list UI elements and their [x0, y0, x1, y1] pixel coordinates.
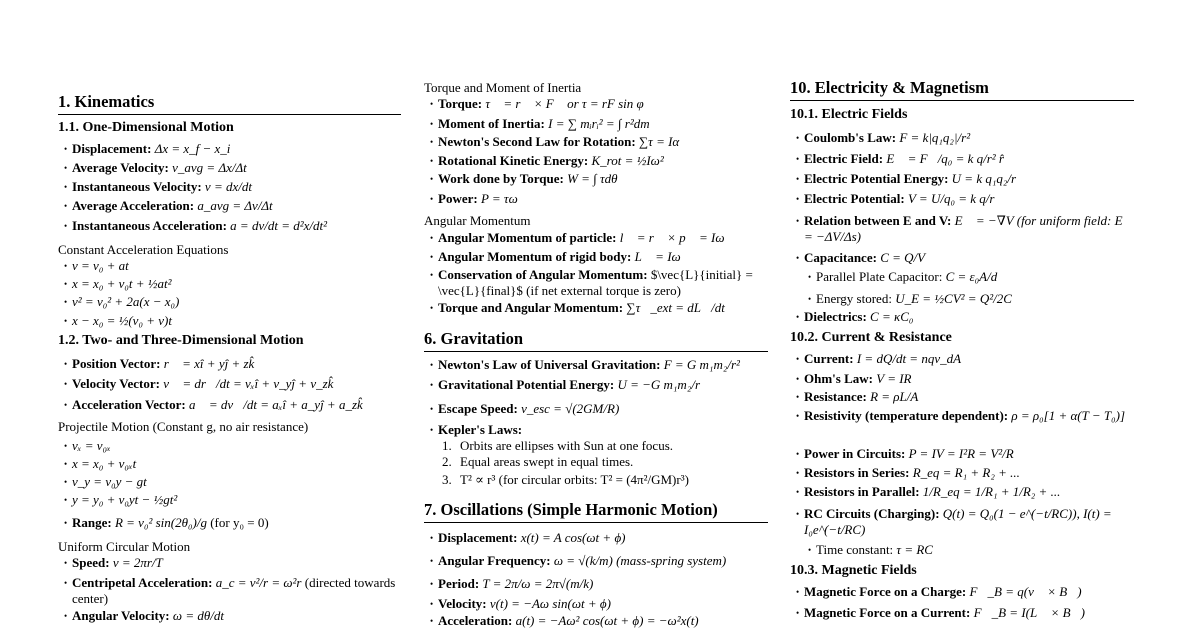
list-item: • Range: R = v₀² sin(2θ₀)/g (for y₀ = 0) [64, 515, 401, 531]
list-item: • Rotational Kinetic Energy: K_rot = ½Iω² [430, 153, 768, 169]
list-item: • Displacement: x(t) = A cos(ωt + ϕ) [430, 530, 768, 546]
heading-magnetic-fields: 10.3. Magnetic Fields [790, 563, 917, 578]
heading-projectile-motion: Projectile Motion (Constant g, no air resistance) [58, 419, 309, 434]
heading-angular-momentum: Angular Momentum [424, 213, 531, 228]
list-item: • Coulomb's Law: F = k|q₁q₂|/r² [796, 130, 1134, 146]
list-item: • Energy stored: U_E = ½CV² = Q²/2C [808, 291, 1134, 307]
list-item: • x = x₀ + v₀t + ½at² [64, 276, 401, 292]
list-item: • Speed: v = 2πr/T [64, 555, 401, 571]
list-item: • v² = v₀² + 2a(x − x₀) [64, 294, 401, 310]
heading-current-resistance: 10.2. Current & Resistance [790, 330, 952, 345]
list-item: • Resistivity (temperature dependent): ρ = ρ₀[1 + α(T − T₀)] [796, 408, 1134, 424]
list-item: • Angular Frequency: ω = √(k/m) (mass-spring system) [430, 553, 768, 569]
list-item: • Escape Speed: v_esc = √(2GM/R) [430, 401, 768, 417]
list-item: • Period: T = 2π/ω = 2π√(m/k) [430, 576, 768, 592]
list-item: • Gravitational Potential Energy: U = −G m₁m₂/r [430, 377, 768, 393]
list-item: • x − x₀ = ½(v₀ + v)t [64, 313, 401, 329]
list-item: • x = x₀ + v₀ₓt [64, 456, 401, 472]
list-item: • Torque: τ⃗ = r⃗ × F⃗ or τ = rF sin φ [430, 96, 768, 112]
list-item: • Moment of Inertia: I = ∑ mᵢrᵢ² = ∫ r²dm [430, 116, 768, 132]
list-item: 3. T² ∝ r³ (for circular orbits: T² = (4π²/GM)r³) [442, 472, 689, 487]
heading-gravitation: 6. Gravitation [424, 329, 768, 352]
list-item: • Electric Potential: V = U/q₀ = k q/r [796, 191, 1134, 207]
heading-constant-acceleration: Constant Acceleration Equations [58, 242, 229, 257]
list-item: • Angular Momentum of rigid body: L⃗ = Iω⃗ [430, 249, 768, 265]
list-item: • Magnetic Force on a Charge: F⃗_B = q(v⃗ × B⃗) [796, 584, 1134, 600]
list-item: • Torque and Angular Momentum: ∑τ⃗_ext = dL⃗/dt [430, 300, 768, 316]
list-item: • Parallel Plate Capacitor: C = ε₀A/d [808, 269, 1134, 285]
heading-uniform-circular-motion: Uniform Circular Motion [58, 539, 191, 554]
list-item: • Ohm's Law: V = IR [796, 371, 1134, 387]
list-item: • Newton's Law of Universal Gravitation: F = G m₁m₂/r² [430, 357, 768, 373]
list-item: • Resistors in Parallel: 1/R_eq = 1/R₁ + 1/R₂ + ... [796, 484, 1134, 500]
list-item: • Acceleration Vector: a⃗ = dv⃗/dt = aₓî + a_yĵ + a_zk̂ [64, 397, 401, 413]
list-item: • Velocity: v(t) = −Aω sin(ωt + ϕ) [430, 596, 768, 612]
list-item: • Resistors in Series: R_eq = R₁ + R₂ + ... [796, 465, 1134, 481]
list-item: • Displacement: Δx = x_f − x_i [64, 141, 401, 157]
list-item: • Average Acceleration: a_avg = Δv/Δt [64, 198, 401, 214]
list-item: • Position Vector: r⃗ = xî + yĵ + zk̂ [64, 356, 401, 372]
list-item: • Power: P = τω [430, 191, 768, 207]
list-item: • Capacitance: C = Q/V [796, 250, 1134, 266]
list-item: • Resistance: R = ρL/A [796, 389, 1134, 405]
heading-electricity-magnetism: 10. Electricity & Magnetism [790, 78, 1134, 101]
list-item: • Angular Momentum of particle: l⃗ = r⃗ × p⃗ = Iω⃗ [430, 230, 768, 246]
heading-2d-3d-motion: 1.2. Two- and Three-Dimensional Motion [58, 333, 304, 348]
heading-1d-motion: 1.1. One-Dimensional Motion [58, 120, 234, 135]
list-item: 1. Orbits are ellipses with Sun at one focus. [442, 438, 674, 453]
list-item: • v_y = v₀y − gt [64, 474, 401, 490]
heading-oscillations: 7. Oscillations (Simple Harmonic Motion) [424, 500, 768, 523]
list-item: • Newton's Second Law for Rotation: ∑τ = Iα [430, 134, 768, 150]
list-item: • Magnetic Force on a Current: F⃗_B = I(L⃗ × B⃗) [796, 605, 1134, 621]
heading-torque-moment-inertia: Torque and Moment of Inertia [424, 80, 582, 95]
list-item: • Electric Potential Energy: U = k q₁q₂/r [796, 171, 1134, 187]
list-item: • Acceleration: a(t) = −Aω² cos(ωt + ϕ) = −ω²x(t) [430, 613, 768, 629]
list-item: • Current: I = dQ/dt = nqv_dA [796, 351, 1134, 367]
list-item: • Average Velocity: v_avg = Δx/Δt [64, 160, 401, 176]
list-item: • RC Circuits (Charging): Q(t) = Q₀(1 − e^(−t/RC)), I(t) = I₀e^(−t/RC) [796, 506, 1134, 538]
list-item: 2. Equal areas swept in equal times. [442, 454, 634, 469]
list-item: • Instantaneous Acceleration: a = dv/dt = d²x/dt² [64, 218, 401, 234]
list-item: • v = v₀ + at [64, 258, 401, 274]
list-item: • y = y₀ + v₀yt − ½gt² [64, 492, 401, 508]
list-item: • Work done by Torque: W = ∫ τdθ [430, 171, 768, 187]
list-item: • Velocity Vector: v⃗ = dr⃗/dt = vₓî + v_yĵ + v_zk̂ [64, 376, 401, 392]
list-item: • vₓ = v₀ₓ [64, 438, 401, 454]
list-item: • Angular Velocity: ω = dθ/dt [64, 608, 401, 624]
list-item: • Electric Field: E⃗ = F⃗/q₀ = k q/r² r̂ [796, 151, 1134, 167]
heading-electric-fields: 10.1. Electric Fields [790, 107, 908, 122]
list-item: • Dielectrics: C = κC₀ [796, 309, 1134, 325]
heading-kinematics: 1. Kinematics [58, 92, 401, 115]
list-item: • Time constant: τ = RC [808, 542, 1134, 558]
list-item: • Conservation of Angular Momentum: $\vec{L}{initial} = \vec{L}{final}$ (if net external torque is zero) [430, 267, 768, 299]
list-item: • Centripetal Acceleration: a_c = v²/r = ω²r (directed towards center) [64, 575, 401, 607]
list-item: • Instantaneous Velocity: v = dx/dt [64, 179, 401, 195]
list-item: • Kepler's Laws: [430, 422, 768, 438]
list-item: • Relation between E and V: E⃗ = −∇V (for uniform field: E = −ΔV/Δs) [796, 213, 1134, 245]
list-item: • Power in Circuits: P = IV = I²R = V²/R [796, 446, 1134, 462]
